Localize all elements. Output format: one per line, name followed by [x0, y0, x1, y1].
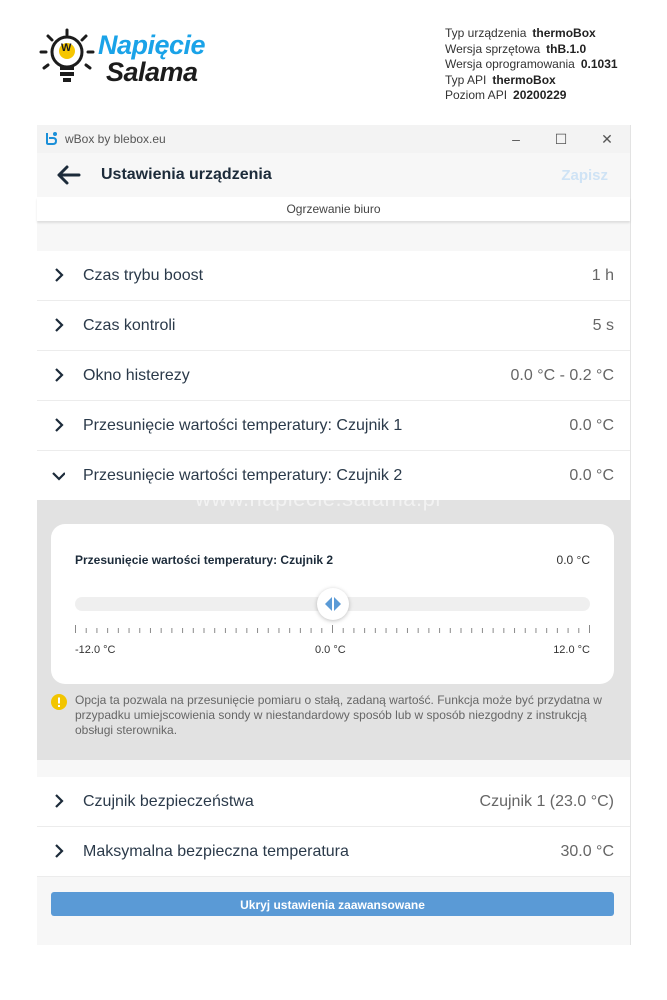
device-info-row: Typ API thermoBox	[445, 72, 556, 87]
setting-label: Przesunięcie wartości temperatury: Czujnik 2	[83, 467, 403, 484]
setting-label: Czas trybu boost	[83, 267, 204, 284]
chevron-right-icon	[53, 368, 65, 382]
device-info-row: Typ urządzenia thermoBox	[445, 26, 596, 40]
save-button[interactable]: Zapisz	[561, 167, 608, 184]
chevron-right-icon	[53, 318, 65, 332]
setting-row-offset-sensor1[interactable]	[37, 401, 630, 451]
chevron-right-icon	[53, 268, 65, 282]
slider-value: 0.0 °C	[556, 553, 590, 567]
brand-line2: Salama	[106, 57, 198, 87]
setting-label: Czujnik bezpieczeństwa	[83, 793, 254, 810]
slider-min-label: -12.0 °C	[75, 644, 116, 656]
back-arrow-icon[interactable]	[55, 164, 81, 186]
chevron-right-icon	[53, 794, 65, 808]
chevron-right-icon	[53, 418, 65, 432]
app-bar	[37, 153, 630, 197]
setting-row-safety-sensor[interactable]	[37, 777, 630, 827]
setting-value: 30.0 °C	[560, 843, 614, 860]
watermark: www.napiecie.salama.pl	[195, 486, 441, 511]
hide-advanced-button[interactable]: Ukryj ustawienia zaawansowane	[51, 892, 614, 916]
page-title: Ustawienia urządzenia	[101, 166, 272, 183]
slider-max-label: 12.0 °C	[553, 644, 590, 656]
setting-row-max-safe-temp[interactable]	[37, 827, 630, 877]
slider-title: Przesunięcie wartości temperatury: Czujnik 2	[75, 553, 334, 567]
setting-value: 0.0 °C	[569, 417, 614, 434]
chevron-right-icon	[53, 844, 65, 858]
minimize-icon[interactable]: –	[512, 131, 520, 147]
setting-label: Maksymalna bezpieczna temperatura	[83, 843, 349, 860]
device-info	[445, 26, 618, 104]
title-bar[interactable]	[37, 125, 630, 153]
maximize-icon[interactable]: ☐	[554, 131, 568, 147]
setting-row-hysteresis[interactable]	[37, 351, 630, 401]
setting-value: 0.0 °C - 0.2 °C	[510, 367, 614, 384]
brand-line1: Napięcie	[98, 30, 206, 60]
window-title: wBox by blebox.eu	[65, 132, 166, 146]
brand-logo	[38, 28, 213, 92]
setting-value: 0.0 °C	[569, 467, 614, 484]
device-name: Ogrzewanie biuro	[37, 197, 630, 221]
device-info-row: Poziom API 20200229	[445, 88, 567, 102]
close-icon[interactable]: ✕	[601, 131, 613, 147]
settings-list	[37, 251, 630, 501]
slider-ticks	[75, 625, 590, 635]
setting-value: 1 h	[591, 267, 614, 284]
setting-row-control-time[interactable]	[37, 301, 630, 351]
app-window	[37, 125, 631, 945]
bulb-letter: W	[61, 42, 72, 54]
slider-handle-icon	[317, 588, 349, 620]
warning-icon	[51, 694, 67, 710]
setting-label: Czas kontroli	[83, 317, 176, 334]
slider-card	[51, 524, 614, 684]
slider-thumb[interactable]	[317, 588, 349, 620]
chevron-down-icon	[51, 469, 65, 483]
app-icon	[44, 131, 59, 146]
setting-value: Czujnik 1 (23.0 °C)	[479, 793, 614, 810]
setting-label: Okno histerezy	[83, 367, 190, 384]
expanded-panel	[37, 486, 630, 760]
device-info-row: Wersja oprogramowania 0.1031	[445, 57, 618, 71]
setting-label: Przesunięcie wartości temperatury: Czujnik 1	[83, 417, 403, 434]
settings-list-bottom	[37, 777, 630, 877]
setting-row-boost-time[interactable]	[37, 251, 630, 301]
info-text: Opcja ta pozwala na przesunięcie pomiaru o stałą, zadaną wartość. Funkcja może być przydatna w przypadku umiejscowienia sondy w niestandardowy sposób lub w sposób niezgodny z instrukcją obsługi sterownika.	[75, 693, 602, 737]
lightbulb-icon	[38, 28, 96, 88]
device-info-row: Wersja sprzętowa thB.1.0	[445, 41, 587, 56]
setting-value: 5 s	[592, 317, 614, 334]
info-note	[51, 693, 614, 738]
slider-mid-label: 0.0 °C	[315, 644, 346, 656]
